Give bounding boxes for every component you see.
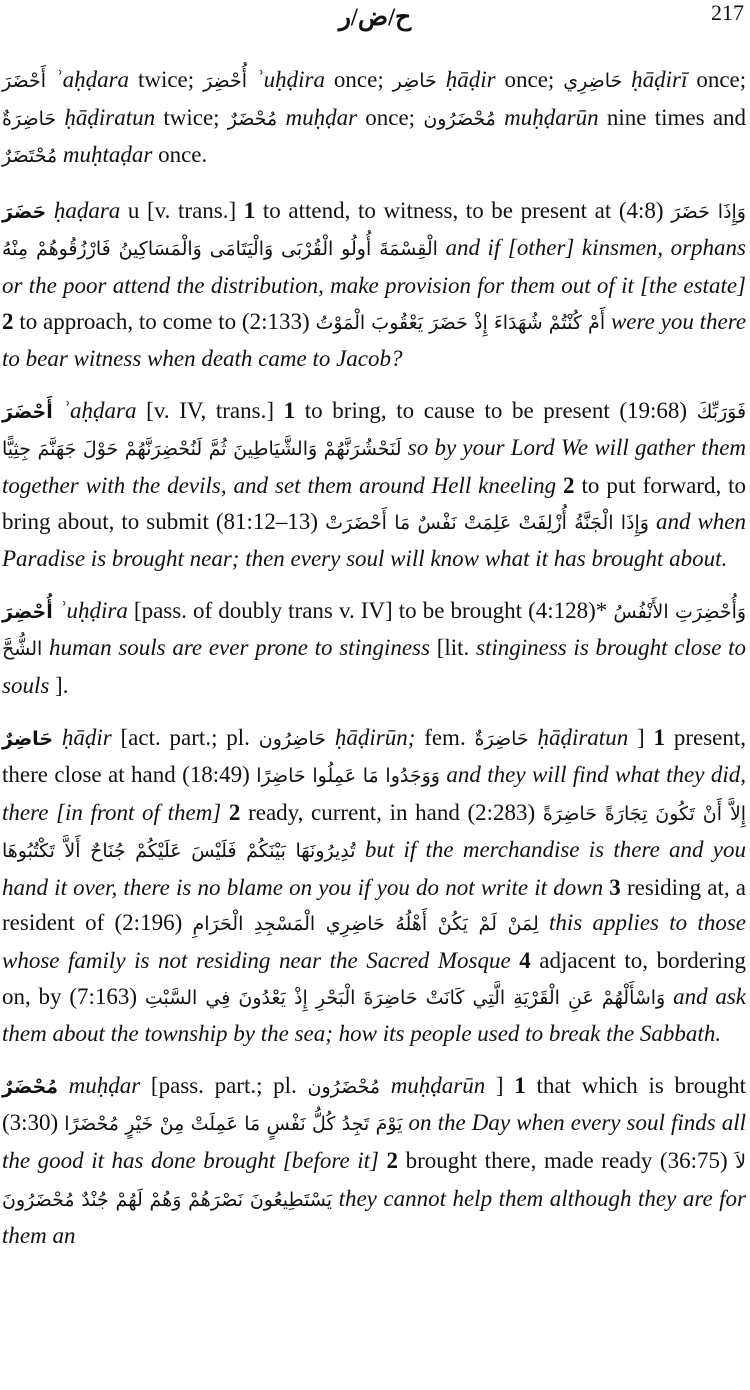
sense-number: 2 <box>386 1148 399 1174</box>
entry-ahdara <box>2 393 746 577</box>
arabic-text: وَأُحْضِرَتِ الأَنْفُسُ الشُّحَّ <box>2 600 747 661</box>
plain-text: once; <box>333 67 384 92</box>
translation-text: ḥāḍir <box>445 67 496 92</box>
plain-text: nine times and <box>606 104 747 130</box>
translation-text: ḥāḍir <box>61 724 112 750</box>
translation-text: ḥāḍirī <box>631 67 688 92</box>
plain-text: adjacent to, bordering on, by (7:163) <box>2 948 747 1009</box>
translation-text: muḥtaḍar <box>62 142 153 168</box>
page-number: 217 <box>711 0 744 25</box>
translation-text: on the Day when every soul finds all the good it has done brought [before it] <box>2 1110 747 1174</box>
headword-arabic: حَضَرَ <box>2 200 47 223</box>
entry-muhdar <box>2 1068 746 1254</box>
translation-text: this applies to those whose family is not residing near the Sacred Mosque <box>2 910 746 974</box>
plain-text: present, there close at hand (18:49) <box>2 724 747 788</box>
headword-arabic: مُحْضَرٌ <box>2 1075 58 1098</box>
entry-hadara <box>2 193 746 377</box>
occurrence-summary <box>2 62 746 175</box>
translation-text: human souls are ever prone to stinginess <box>49 635 430 661</box>
sense-number: 1 <box>283 397 296 423</box>
arabic-text: أَمْ كُنْتُمْ شُهَدَاءَ إِذْ حَضَرَ يَعْقُوبَ الْمَوْتُ <box>315 311 606 334</box>
root-heading: ح/ض/ر <box>338 4 412 31</box>
plain-text: ] <box>495 1072 504 1098</box>
translation-text: ʾuḥḍira <box>58 597 128 623</box>
arabic-text: حَاضِرَةٌ <box>474 727 529 750</box>
sense-number: 1 <box>653 724 666 750</box>
translation-text: muḥḍarūn <box>390 1072 486 1098</box>
plain-text: twice; <box>163 104 220 130</box>
arabic-text: وَاسْأَلْهُمْ عَنِ الْقَرْيَةِ الَّتِي كَانَتْ حَاضِرَةَ الْبَحْرِ إِذْ يَعْدُونَ فِي السَّبْتِ <box>144 986 666 1009</box>
arabic-text: مُحْضَرٌ <box>227 107 278 130</box>
arabic-text: أَحْضَرَ <box>2 70 46 92</box>
plain-text: ]. <box>55 672 69 698</box>
translation-text: were you there to bear witness when death came to Jacob? <box>2 308 747 372</box>
plain-text: once; <box>504 67 555 92</box>
plain-text: ready, current, in hand (2:283) <box>248 799 536 825</box>
plain-text: [pass. part.; pl. <box>150 1072 297 1098</box>
translation-text: ḥāḍirūn; <box>334 724 416 750</box>
translation-text: ḥaḍara <box>53 197 121 223</box>
arabic-text: مُحْضَرُون <box>423 107 496 130</box>
translation-text: ʾaḥḍara <box>54 67 130 92</box>
translation-text: ʾaḥḍara <box>62 397 137 423</box>
arabic-text: وَوَجَدُوا مَا عَمِلُوا حَاضِرًا <box>256 765 440 788</box>
arabic-text: وَإِذَا حَضَرَ الْقِسْمَةَ أُولُو الْقُرْبَى وَالْيَتَامَى وَالْمَسَاكِينُ فَارْزُقُوهُمْ مِنْهُ <box>2 200 746 261</box>
plain-text: once; <box>696 67 747 92</box>
translation-text: and they will find what they did, there [in front of them] <box>2 762 747 825</box>
sense-number: 1 <box>514 1072 526 1098</box>
plain-text: once; <box>365 104 416 130</box>
entry-hadir <box>2 720 746 1052</box>
translation-text: ḥāḍiratun <box>64 104 156 130</box>
arabic-text: حَاضِرَةٌ <box>2 107 57 130</box>
entry-uhdira <box>2 593 746 704</box>
arabic-text: حَاضِرِي <box>563 70 623 92</box>
plain-text: twice; <box>137 67 195 92</box>
headword-arabic: حَاضِرٌ <box>2 727 54 750</box>
plain-text: [lit. <box>436 635 470 661</box>
plain-text: to bring, to cause to be present (19:68) <box>304 397 688 423</box>
arabic-text: مُحْتَضَرٌ <box>2 145 58 168</box>
sense-number: 2 <box>2 308 14 334</box>
arabic-text: حَاضِر <box>392 70 437 92</box>
arabic-text: فَوَرَبِّكَ لَنَحْشُرَنَّهُمْ وَالشَّيَاطِينَ ثُمَّ لَنُحْضِرَنَّهُمْ حَوْلَ جَهَنَّمَ جِثِيًّا <box>2 400 747 461</box>
translation-text: muḥḍarūn <box>504 104 599 130</box>
headword-arabic: أَحْضَرَ <box>2 400 53 423</box>
translation-text: and when Paradise is brought near; then every soul will know what it has brought about. <box>2 508 747 572</box>
plain-text: u [v. trans.] <box>127 197 237 223</box>
translation-text: ʾuḥḍira <box>255 67 325 92</box>
plain-text: [v. IV, trans.] <box>146 397 274 423</box>
translation-text: and if [other] kinsmen, orphans or the poor attend the distribution, make provision for them out of it [the estate] <box>2 235 747 298</box>
plain-text: once. <box>158 142 208 168</box>
plain-text: ] <box>637 724 645 750</box>
plain-text: fem. <box>424 724 466 750</box>
plain-text: to put forward, to bring about, to submit (81:12–13) <box>2 472 747 534</box>
plain-text: to attend, to witness, to be present at (4:8) <box>262 197 664 223</box>
translation-text: stinginess is brought close to souls <box>2 635 747 698</box>
arabic-text: لِمَنْ لَمْ يَكُنْ أَهْلُهُ حَاضِرِي الْمَسْجِدِ الْحَرَامِ <box>192 913 539 936</box>
sense-number: 3 <box>609 874 621 900</box>
translation-text: ḥāḍiratun <box>537 724 629 750</box>
arabic-text: مُحْضَرُون <box>307 1075 381 1098</box>
plain-text: to approach, to come to (2:133) <box>19 308 310 334</box>
translation-text: but if the merchandise is there and you hand it over, there is no blame on you if you do not write it down <box>2 837 746 900</box>
plain-text: brought there, made ready (36:75) <box>405 1148 728 1174</box>
plain-text: [act. part.; pl. <box>120 724 250 750</box>
entries-body <box>2 62 746 1270</box>
arabic-text: وَإِذَا الْجَنَّةُ أُزْلِفَتْ عَلِمَتْ نَفْسٌ مَا أَحْضَرَتْ <box>325 511 649 534</box>
page-header <box>0 0 750 46</box>
translation-text: and ask them about the township by the sea; how its people used to break the Sabbath. <box>2 983 747 1047</box>
sense-number: 4 <box>519 948 531 974</box>
translation-text: so by your Lord We will gather them together with the devils, and set them around Hell kneeling <box>2 435 747 498</box>
plain-text: [pass. of doubly trans v. IV] to be brought (4:128)* <box>133 597 608 623</box>
headword-arabic: أُحْضِرَ <box>2 600 53 623</box>
arabic-text: يَوْمَ تَجِدُ كُلُّ نَفْسٍ مَا عَمِلَتْ مِنْ خَيْرٍ مُحْضَرًا <box>64 1113 403 1136</box>
plain-text: that which is brought (3:30) <box>2 1072 747 1136</box>
arabic-text: لاَ يَسْتَطِيعُونَ نَصْرَهُمْ وَهُمْ لَهُمْ جُنْدٌ مُحْضَرُونَ <box>2 1151 747 1211</box>
arabic-text: إِلاَّ أَنْ تَكُونَ تِجَارَةً حَاضِرَةً تُدِيرُونَهَا بَيْنَكُمْ فَلَيْسَ عَلَيْكُمْ جُنَاحٌ أَلاَّ تَكْتُبُوهَا <box>2 802 747 863</box>
translation-text: muḥḍar <box>68 1072 141 1098</box>
plain-text: residing at, a resident of (2:196) <box>2 874 746 936</box>
arabic-text: أُحْضِرَ <box>203 70 248 92</box>
translation-text: they cannot help them although they are for them an <box>2 1185 746 1249</box>
sense-number: 2 <box>563 472 575 498</box>
sense-number: 2 <box>228 799 241 825</box>
translation-text: muḥḍar <box>285 104 358 130</box>
sense-number: 1 <box>243 197 256 223</box>
arabic-text: حَاضِرُون <box>258 727 327 750</box>
